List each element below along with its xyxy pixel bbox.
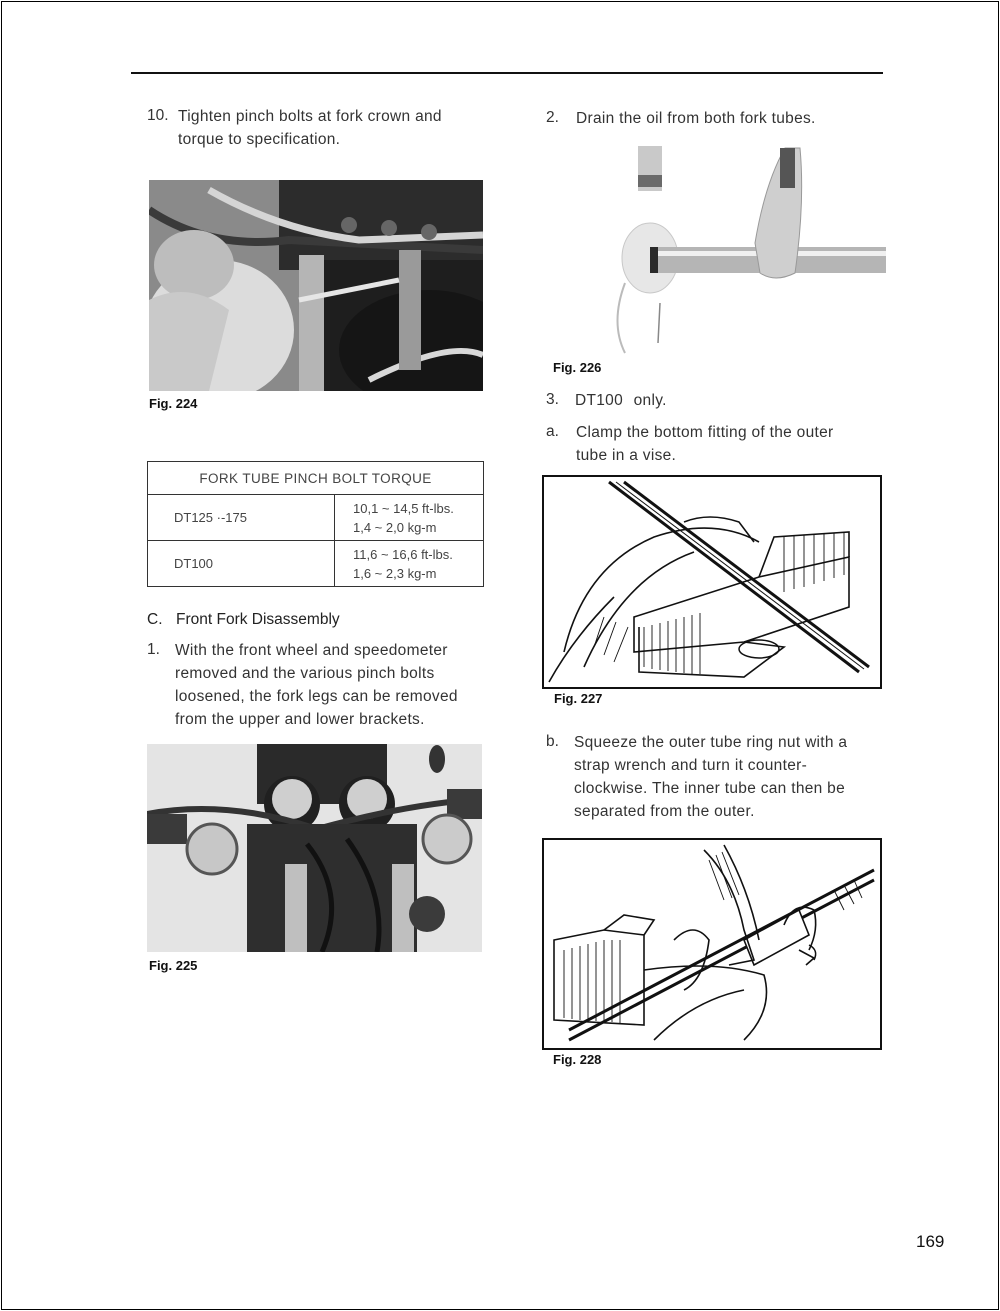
- step-3-number: 3.: [546, 391, 559, 408]
- fig-225-caption: Fig. 225: [149, 958, 198, 973]
- torque-ftlbs: 10,1 ~ 14,5 ft-lbs.: [353, 500, 454, 516]
- fig-224-photo: [149, 180, 483, 391]
- step-3-text: DT100 only.: [575, 392, 667, 409]
- fig-226-caption: Fig. 226: [553, 360, 602, 375]
- step-2-text: Drain the oil from both fork tubes.: [576, 110, 816, 127]
- step-10-text: [178, 105, 442, 151]
- table-row: [148, 541, 484, 587]
- step-a-line: Clamp the bottom fitting of the outer: [576, 424, 834, 441]
- step-b-line: clockwise. The inner tube can then be: [574, 780, 846, 797]
- fig-227-drawing: [542, 475, 882, 689]
- fig-228-drawing: [542, 838, 882, 1050]
- step-a-text: [576, 421, 834, 467]
- step-1-number: 1.: [147, 641, 160, 658]
- step-1-line: loosened, the fork legs can be removed: [175, 688, 458, 705]
- step-b-line: Squeeze the outer tube ring nut with a: [574, 734, 848, 751]
- torque-table: [147, 461, 484, 587]
- fig-226-photo: [600, 143, 886, 358]
- torque-kgm: 1,4 ~ 2,0 kg-m: [353, 519, 437, 535]
- step-b-line: separated from the outer.: [574, 803, 755, 820]
- torque-model: DT100: [148, 541, 335, 587]
- step-2-number: 2.: [546, 109, 559, 126]
- torque-kgm: 1,6 ~ 2,3 kg-m: [353, 565, 437, 581]
- header-rule: [131, 72, 883, 74]
- step-10-line: torque to specification.: [178, 131, 341, 148]
- step-1-line: removed and the various pinch bolts: [175, 665, 435, 682]
- step-1-text: [175, 639, 458, 731]
- step-1-line: from the upper and lower brackets.: [175, 711, 425, 728]
- page-number: 169: [916, 1232, 945, 1251]
- step-10-number: 10.: [147, 107, 169, 124]
- torque-model: DT125 ·-175: [148, 495, 335, 541]
- step-a-line: tube in a vise.: [576, 447, 677, 464]
- torque-table-header: FORK TUBE PINCH BOLT TORQUE: [148, 462, 484, 495]
- torque-values: [335, 495, 484, 541]
- fig-225-photo: [147, 744, 482, 952]
- step-b-letter: b.: [546, 733, 559, 750]
- fig-224-caption: Fig. 224: [149, 396, 198, 411]
- step-a-letter: a.: [546, 423, 559, 440]
- torque-values: [335, 541, 484, 587]
- section-c-letter: C.: [147, 611, 163, 628]
- step-b-text: [574, 731, 847, 823]
- table-row: [148, 495, 484, 541]
- section-c-title: Front Fork Disassembly: [176, 611, 340, 628]
- fig-228-caption: Fig. 228: [553, 1052, 602, 1067]
- step-b-line: strap wrench and turn it counter-: [574, 757, 808, 774]
- fig-227-caption: Fig. 227: [554, 691, 603, 706]
- step-1-line: With the front wheel and speedometer: [175, 642, 448, 659]
- step-10-line: Tighten pinch bolts at fork crown and: [178, 108, 442, 125]
- torque-ftlbs: 11,6 ~ 16,6 ft-lbs.: [353, 546, 453, 562]
